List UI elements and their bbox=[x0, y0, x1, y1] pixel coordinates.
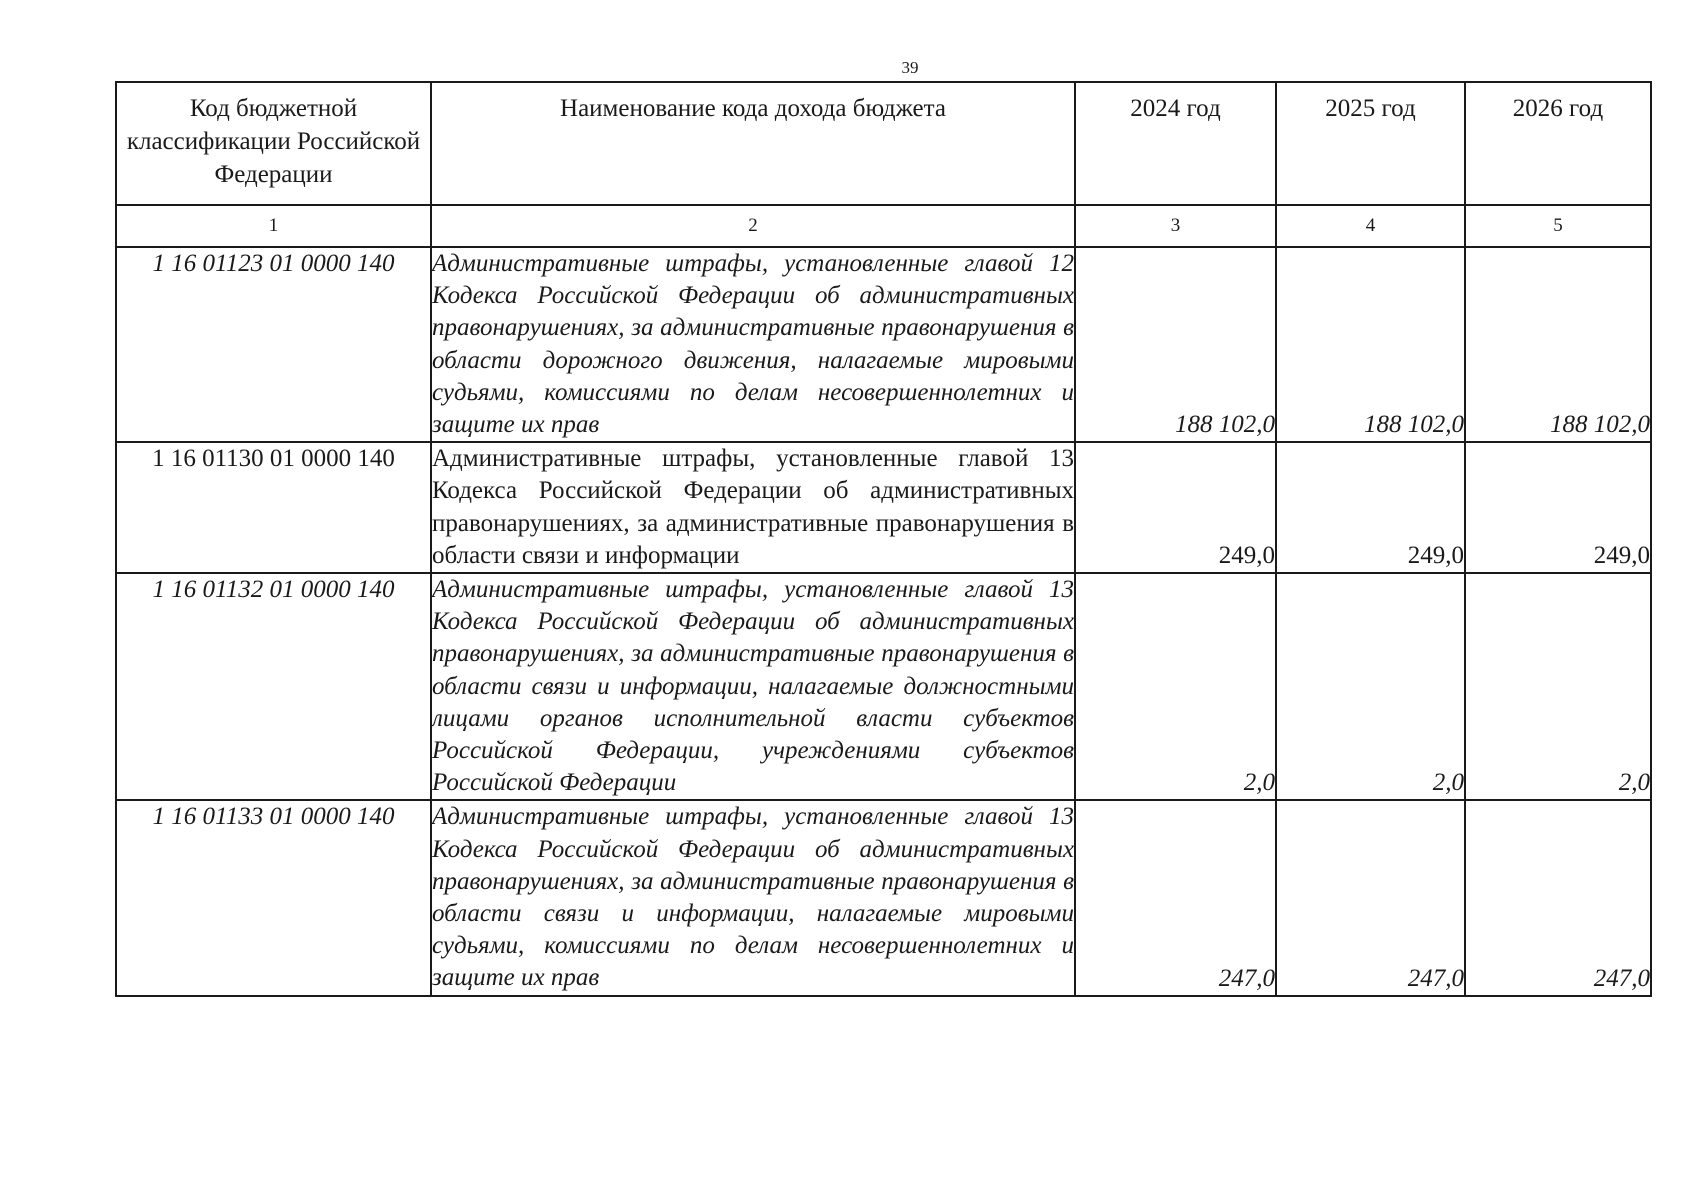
column-number: 1 bbox=[116, 205, 431, 247]
value-2026: 2,0 bbox=[1465, 573, 1651, 800]
revenue-name: Административные штрафы, установленные главой 13 Кодекса Российской Федерации об административных правонарушениях, за административные правонарушения в области связи и информации bbox=[431, 442, 1075, 573]
value-2024: 249,0 bbox=[1075, 442, 1276, 573]
value-2026: 249,0 bbox=[1465, 442, 1651, 573]
revenue-name: Административные штрафы, установленные главой 13 Кодекса Российской Федерации об административных правонарушениях, за административные правонарушения в области связи и информации, налагаемые мировыми судьями, комиссиями по делам несовершеннолетних и защите их прав bbox=[431, 800, 1075, 995]
table-header-row bbox=[116, 82, 1651, 205]
page-number: 39 bbox=[901, 58, 919, 77]
budget-code: 1 16 01123 01 0000 140 bbox=[116, 247, 431, 442]
value-2024: 247,0 bbox=[1075, 800, 1276, 995]
budget-code: 1 16 01132 01 0000 140 bbox=[116, 573, 431, 800]
table-row bbox=[116, 800, 1651, 995]
revenue-name: Административные штрафы, установленные главой 13 Кодекса Российской Федерации об административных правонарушениях, за административные правонарушения в области связи и информации, налагаемые должностными лицами органов исполнительной власти субъектов Российской Федерации, учреждениями субъектов Российской Федерации bbox=[431, 573, 1075, 800]
value-2024: 2,0 bbox=[1075, 573, 1276, 800]
value-2025: 247,0 bbox=[1276, 800, 1465, 995]
budget-code: 1 16 01133 01 0000 140 bbox=[116, 800, 431, 995]
header-2025: 2025 год bbox=[1276, 82, 1465, 205]
budget-code: 1 16 01130 01 0000 140 bbox=[116, 442, 431, 573]
value-2025: 2,0 bbox=[1276, 573, 1465, 800]
table-row bbox=[116, 573, 1651, 800]
column-number: 5 bbox=[1465, 205, 1651, 247]
column-number: 3 bbox=[1075, 205, 1276, 247]
value-2026: 247,0 bbox=[1465, 800, 1651, 995]
budget-revenue-table bbox=[115, 81, 1652, 997]
value-2025: 188 102,0 bbox=[1276, 247, 1465, 442]
table-row bbox=[116, 442, 1651, 573]
header-2026: 2026 год bbox=[1465, 82, 1651, 205]
revenue-name: Административные штрафы, установленные главой 12 Кодекса Российской Федерации об административных правонарушениях, за административные правонарушения в области дорожного движения, налагаемые мировыми судьями, комиссиями по делам несовершеннолетних и защите их прав bbox=[431, 247, 1075, 442]
value-2026: 188 102,0 bbox=[1465, 247, 1651, 442]
value-2025: 249,0 bbox=[1276, 442, 1465, 573]
column-number: 2 bbox=[431, 205, 1075, 247]
header-name: Наименование кода дохода бюджета bbox=[431, 82, 1075, 205]
value-2024: 188 102,0 bbox=[1075, 247, 1276, 442]
header-code: Код бюджетной классификации Российской Федерации bbox=[116, 82, 431, 205]
table-row bbox=[116, 247, 1651, 442]
column-number-row bbox=[116, 205, 1651, 247]
header-2024: 2024 год bbox=[1075, 82, 1276, 205]
column-number: 4 bbox=[1276, 205, 1465, 247]
